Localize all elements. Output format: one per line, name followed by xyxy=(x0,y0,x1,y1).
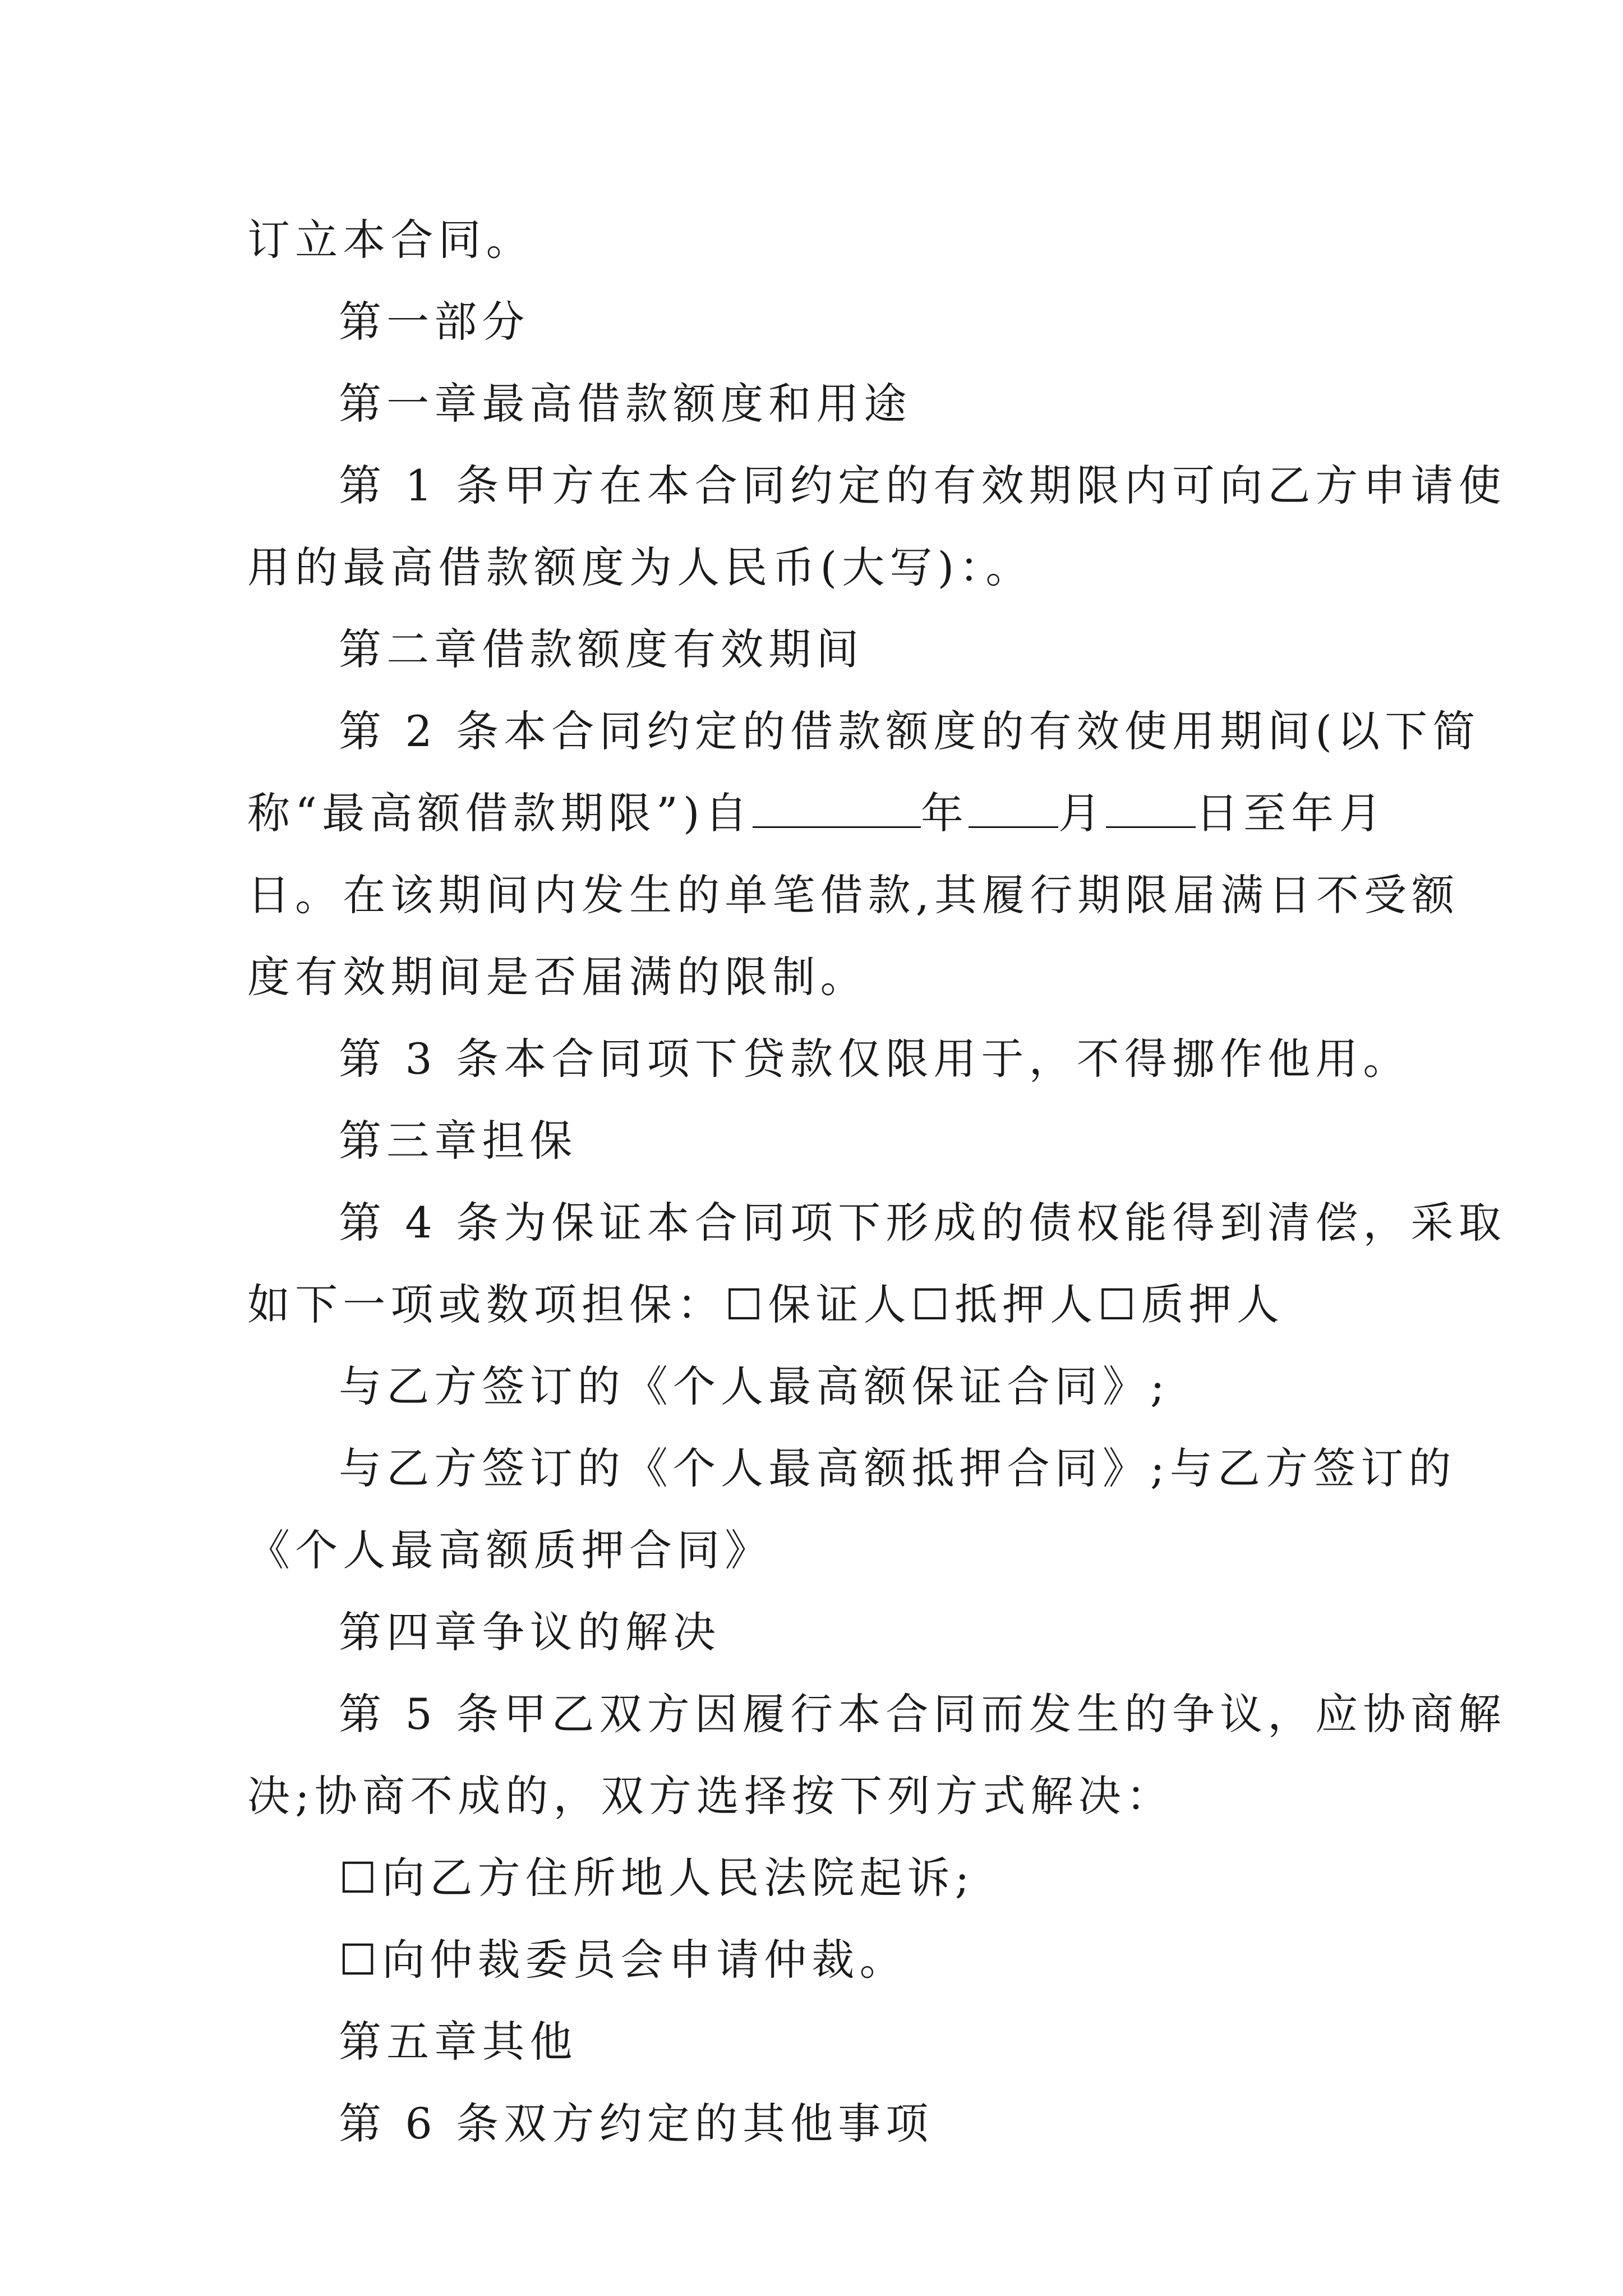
mortgage-contract-line: 与乙方签订的《个人最高额抵押合同》;与乙方签订的 xyxy=(339,1443,1456,1493)
section-heading-part-one: 第一部分 xyxy=(339,297,530,347)
pledge-contract-line: 《个人最高额质押合同》 xyxy=(247,1525,773,1575)
contract-body xyxy=(247,199,1506,2165)
chapter-heading-4: 第四章争议的解决 xyxy=(339,1607,721,1657)
date-line-suffix: 日至年月 xyxy=(1196,788,1387,838)
chapter-heading-2: 第二章借款额度有效期间 xyxy=(339,624,864,674)
article-3: 第 3 条本合同项下贷款仅限用于，不得挪作他用。 xyxy=(339,1034,1411,1084)
guarantee-contract-line: 与乙方签订的《个人最高额保证合同》; xyxy=(339,1361,1170,1411)
text-line: 订立本合同。 xyxy=(247,215,534,265)
day-blank xyxy=(1106,790,1196,828)
article-2-line-4: 度有效期间是否届满的限制。 xyxy=(247,952,868,1002)
date-line-year: 年 xyxy=(920,788,969,838)
article-5-line-1: 第 5 条甲乙双方因履行本合同而发生的争议，应协商解 xyxy=(339,1689,1506,1739)
chapter-heading-5: 第五章其他 xyxy=(339,2017,578,2067)
year-blank xyxy=(753,790,921,828)
article-1-line-2: 用的最高借款额度为人民币(大写)：。 xyxy=(247,542,1034,592)
article-4-line-2: 如下一项或数项担保：☐保证人☐抵押人☐质押人 xyxy=(247,1280,1285,1329)
article-5-line-2: 决;协商不成的，双方选择按下列方式解决： xyxy=(247,1771,1174,1821)
date-line-month: 月 xyxy=(1058,788,1106,838)
dispute-option-arbitration: ☐向仲裁委员会申请仲裁。 xyxy=(339,1935,907,1985)
article-1-line-1: 第 1 条甲方在本合同约定的有效期限内可向乙方申请使 xyxy=(339,461,1506,510)
chapter-heading-3: 第三章担保 xyxy=(339,1116,578,1166)
chapter-heading-1: 第一章最高借款额度和用途 xyxy=(339,379,912,429)
dispute-option-court: ☐向乙方住所地人民法院起诉; xyxy=(339,1853,975,1903)
date-line-prefix: 称“最高额借款期限”)自 xyxy=(247,788,753,838)
article-2-line-3: 日。在该期间内发生的单笔借款,其履行期限届满日不受额 xyxy=(247,870,1460,920)
article-6: 第 6 条双方约定的其他事项 xyxy=(339,2099,934,2148)
article-2-line-1: 第 2 条本合同约定的借款额度的有效使用期间(以下简 xyxy=(339,706,1481,756)
article-2-date-line xyxy=(247,772,1391,854)
month-blank xyxy=(969,790,1058,828)
article-4-line-1: 第 4 条为保证本合同项下形成的债权能得到清偿，采取 xyxy=(339,1198,1506,1248)
